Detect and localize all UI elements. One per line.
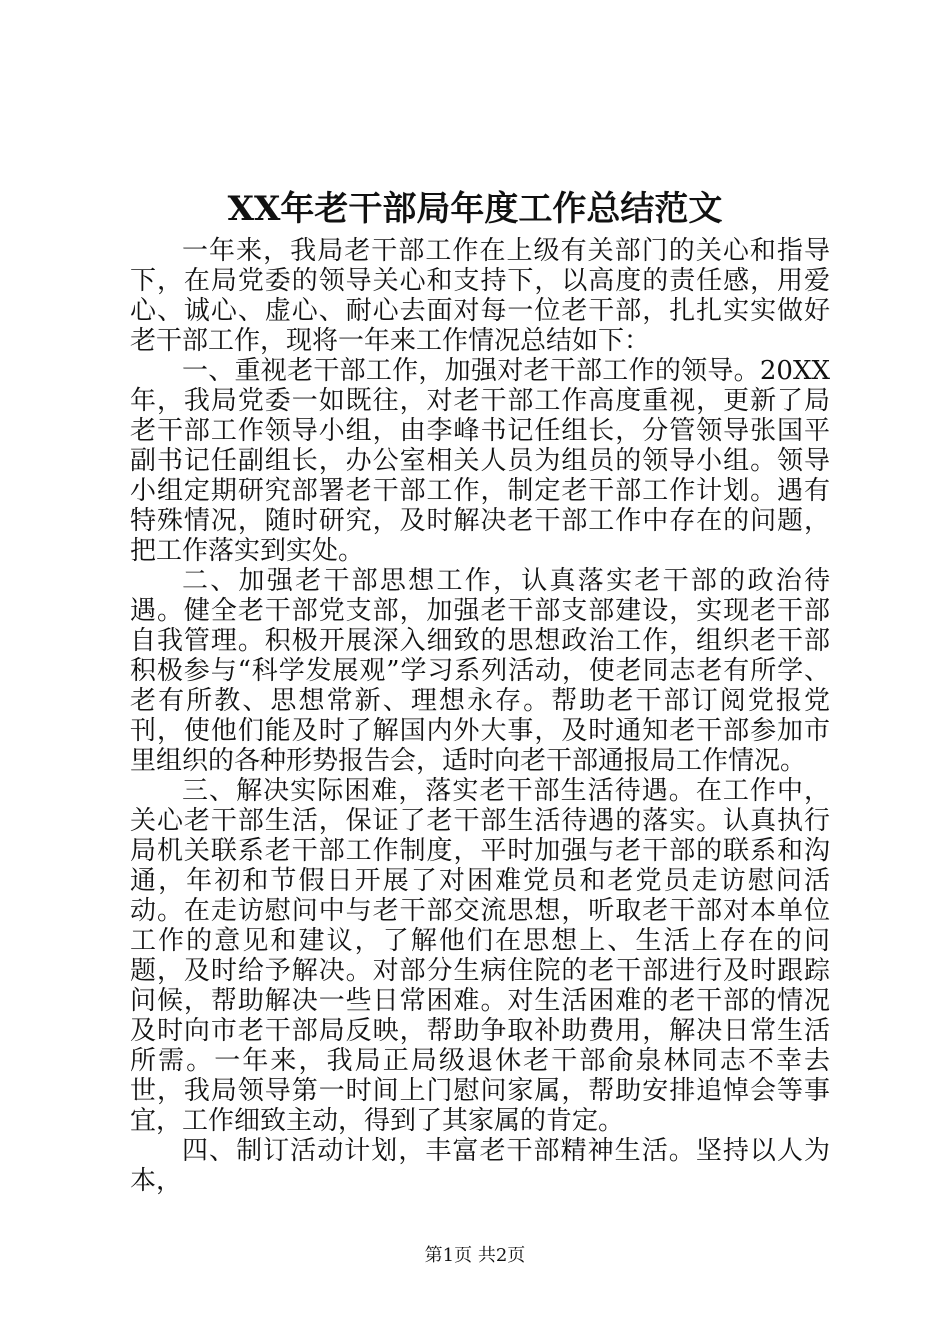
paragraph-intro: 一年来，我局老干部工作在上级有关部门的关心和指导下，在局党委的领导关心和支持下，以高度的责任感，用爱心、诚心、虚心、耐心去面对每一位老干部，扎扎实实做好老干部工作，现将一年来工作情况总结如下： bbox=[130, 236, 830, 356]
paragraph-section-4: 四、制订活动计划，丰富老干部精神生活。坚持以人为本， bbox=[130, 1136, 830, 1196]
paragraph-section-1: 一、重视老干部工作，加强对老干部工作的领导。20XX年，我局党委一如既往，对老干部工作高度重视，更新了局老干部工作领导小组，由李峰书记任组长，分管领导张国平副书记任副组长，办公室相关人员为组员的领导小组。领导小组定期研究部署老干部工作，制定老干部工作计划。遇有特殊情况，随时研究，及时解决老干部工作中存在的问题，把工作落实到实处。 bbox=[130, 356, 830, 566]
paragraph-section-2: 二、加强老干部思想工作，认真落实老干部的政治待遇。健全老干部党支部，加强老干部支部建设，实现老干部自我管理。积极开展深入细致的思想政治工作，组织老干部积极参与“科学发展观”学习系列活动，使老同志老有所学、老有所教、思想常新、理想永存。帮助老干部订阅党报党刊，使他们能及时了解国内外大事，及时通知老干部参加市里组织的各种形势报告会，适时向老干部通报局工作情况。 bbox=[130, 566, 830, 776]
paragraph-section-3: 三、解决实际困难，落实老干部生活待遇。在工作中，关心老干部生活，保证了老干部生活待遇的落实。认真执行局机关联系老干部工作制度，平时加强与老干部的联系和沟通，年初和节假日开展了对困难党员和老党员走访慰问活动。在走访慰问中与老干部交流思想，听取老干部对本单位工作的意见和建议，了解他们在思想上、生活上存在的问题，及时给予解决。对部分生病住院的老干部进行及时跟踪问候，帮助解决一些日常困难。对生活困难的老干部的情况及时向市老干部局反映，帮助争取补助费用，解决日常生活所需。一年来，我局正局级退休老干部俞泉林同志不幸去世，我局领导第一时间上门慰问家属，帮助安排追悼会等事宜，工作细致主动，得到了其家属的肯定。 bbox=[130, 776, 830, 1136]
document-body bbox=[130, 236, 830, 1196]
page-footer: 第1页 共2页 bbox=[424, 1245, 526, 1266]
document-title: XX年老干部局年度工作总结范文 bbox=[227, 189, 723, 229]
